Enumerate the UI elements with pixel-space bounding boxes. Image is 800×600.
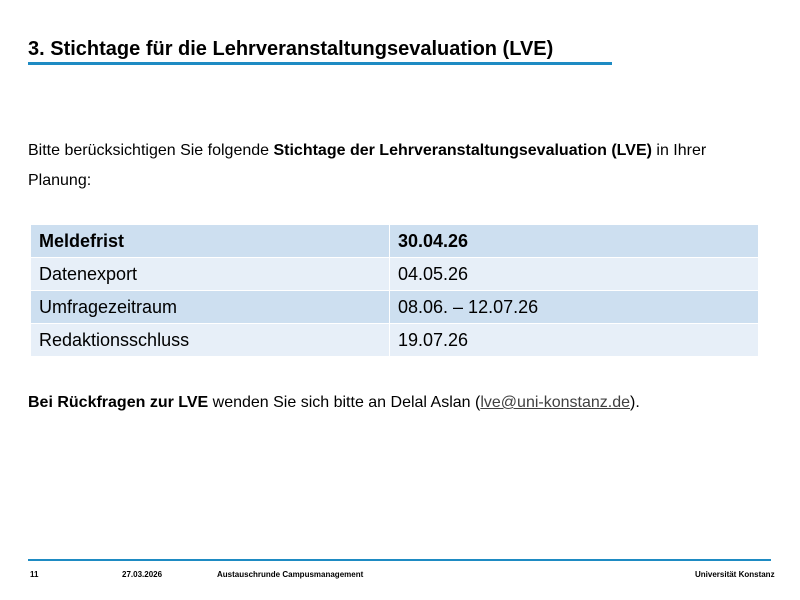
slide-title: 3. Stichtage für die Lehrveranstaltungsevaluation (LVE)	[28, 38, 554, 60]
deadline-date: 08.06. – 12.07.26	[390, 291, 759, 324]
deadline-label: Redaktionsschluss	[31, 324, 390, 357]
contact-paragraph	[28, 394, 640, 412]
deadline-date: 04.05.26	[390, 258, 759, 291]
title-underline	[28, 62, 612, 65]
table-row	[31, 258, 759, 291]
contact-text-bold: Bei Rückfragen zur LVE	[28, 394, 209, 411]
table-row	[31, 225, 759, 258]
footer-page-number: 11	[30, 570, 39, 579]
contact-text-end: ).	[630, 394, 640, 411]
deadline-table	[30, 224, 759, 357]
footer-organization: Universität Konstanz	[695, 570, 775, 579]
deadline-label: Meldefrist	[31, 225, 390, 258]
footer-date: 27.03.2026	[122, 570, 163, 579]
intro-paragraph	[28, 136, 758, 196]
deadline-date: 19.07.26	[390, 324, 759, 357]
intro-text-before: Bitte berücksichtigen Sie folgende	[28, 142, 274, 159]
contact-text: wenden Sie sich bitte an Delal Aslan (	[208, 394, 481, 411]
deadline-label: Umfragezeitraum	[31, 291, 390, 324]
footer-event-title: Austauschrunde Campusmanagement	[217, 570, 364, 579]
contact-email-link[interactable]: lve@uni-konstanz.de	[480, 394, 630, 411]
intro-text-after: in Ihrer Planung:	[28, 142, 707, 189]
table-row	[31, 324, 759, 357]
deadline-date: 30.04.26	[390, 225, 759, 258]
deadline-label: Datenexport	[31, 258, 390, 291]
footer-divider	[28, 559, 771, 561]
intro-text-bold: Stichtage der Lehrveranstaltungsevaluation (LVE)	[273, 142, 652, 159]
table-row	[31, 291, 759, 324]
